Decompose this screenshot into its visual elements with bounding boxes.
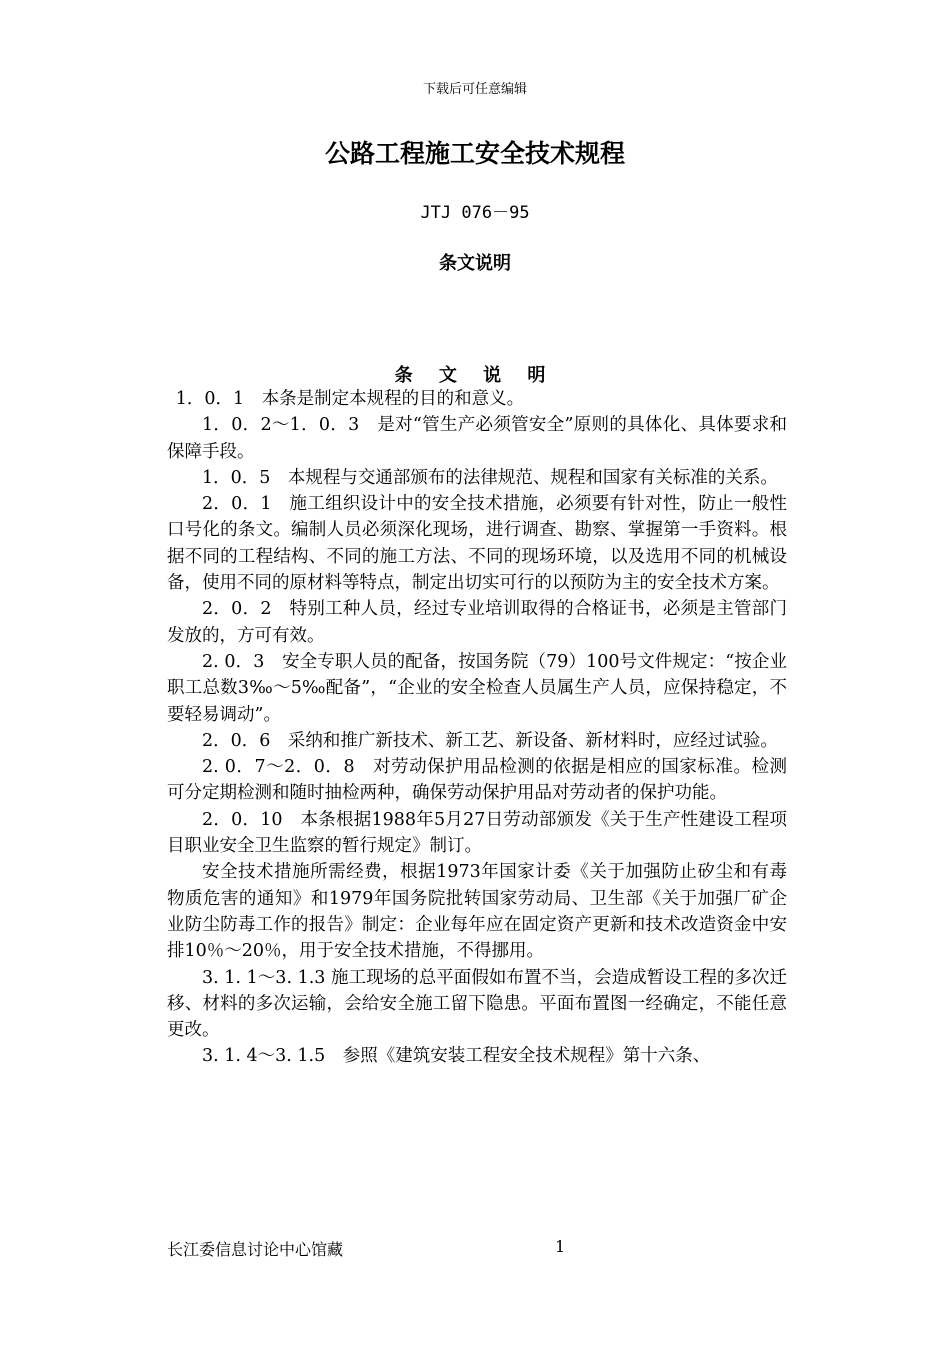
paragraph: 2．0．2 特别工种人员，经过专业培训取得的合格证书，必须是主管部门发放的，方可有效。 <box>167 599 787 646</box>
paragraph: 3. 1. 4～3. 1.5 参照《建筑安装工程安全技术规程》第十六条、 <box>202 1046 711 1067</box>
document-subtitle: 条文说明 <box>439 253 511 274</box>
paragraph: 3. 1. 1～3. 1.3 施工现场的总平面假如布置不当，会造成暂设工程的多次迁移、材料的多次运输，会给安全施工留下隐患。平面布置图一经确定，不能任意更改。 <box>167 967 787 1041</box>
paragraph: 安全技术措施所需经费，根据1973年国家计委《关于加强防止矽尘和有毒物质危害的通知》和1979年国务院批转国家劳动局、卫生部《关于加强厂矿企业防尘防毒工作的报告》制定：企业每年应在固定资产更新和技术改造资金中安排10％～20％，用于安全技术措施，不得挪用。 <box>167 862 787 962</box>
download-note: 下载后可任意编辑 <box>422 82 527 97</box>
paragraph: 1．0．2～1．0．3 是对“管生产必须管安全”原则的具体化、具体要求和保障手段。 <box>167 415 787 462</box>
document-code: JTJ 076－95 <box>420 203 530 223</box>
footer-source: 长江委信息讨论中心馆藏 <box>167 1240 344 1259</box>
paragraph: 2. 0．7～2．0．8 对劳动保护用品检测的依据是相应的国家标准。检测可分定期检测和随时抽检两种，确保劳动保护用品对劳动者的保护功能。 <box>167 757 787 804</box>
page-number: 1 <box>555 1237 566 1256</box>
paragraph: 1．0．5 本规程与交通部颁布的法律规范、规程和国家有关标准的关系。 <box>202 467 778 488</box>
body-text <box>167 386 787 1070</box>
paragraph: 2．0．6 采纳和推广新技术、新工艺、新设备、新材料时，应经过试验。 <box>202 730 778 751</box>
paragraph: 1．0．1 本条是制定本规程的目的和意义。 <box>175 389 525 409</box>
section-heading: 条 文 说 明 <box>394 365 556 386</box>
paragraph: 2．0．10 本条根据1988年5月27日劳动部颁发《关于生产性建设工程项目职业安全卫生监察的暂行规定》制订。 <box>167 809 787 857</box>
paragraph: 2. 0．3 安全专职人员的配备，按国务院（79）100号文件规定：“按企业职工总数3‰～5‰配备”，“企业的安全检查人员属生产人员，应保持稳定，不要轻易调动”。 <box>167 651 787 725</box>
document-title: 公路工程施工安全技术规程 <box>324 139 625 168</box>
paragraph: 2．0．1 施工组织设计中的安全技术措施，必须要有针对性，防止一般性口号化的条文。编制人员必须深化现场，进行调查、勘察、掌握第一手资料。根据不同的工程结构、不同的施工方法、不同的现场环境，以及选用不同的机械设备，使用不同的原材料等特点，制定出切实可行的以预防为主的安全技术方案。 <box>167 494 787 594</box>
